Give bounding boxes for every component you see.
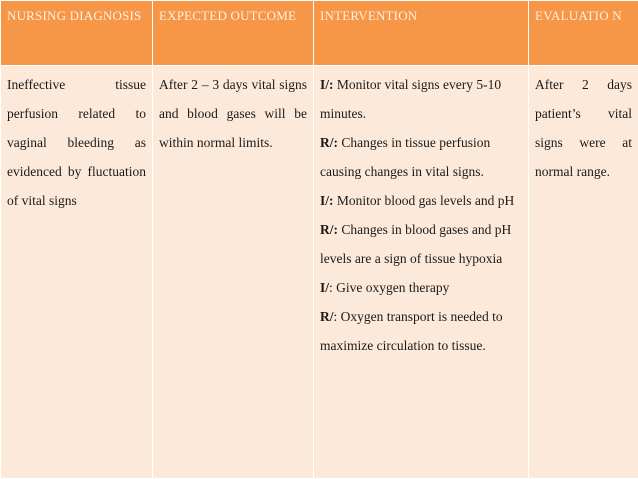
intervention-list xyxy=(314,66,528,360)
evaluation-text: After 2 days patient’s vital signs were at normal range. xyxy=(535,77,632,179)
rationale-item: R/: Changes in tissue perfusion causing changes in vital signs. xyxy=(320,135,491,179)
intervention-cell xyxy=(314,66,529,479)
header-expected-outcome: EXPECTED OUTCOME xyxy=(153,1,314,66)
header-intervention: INTERVENTION xyxy=(314,1,529,66)
header-evaluation: EVALUATIO N xyxy=(529,1,638,66)
header-nursing-diagnosis: NURSING DIAGNOSIS xyxy=(1,1,153,66)
rationale-item: R/: Changes in blood gases and pH levels are a sign of tissue hypoxia xyxy=(320,222,512,266)
intervention-item: I/: Monitor vital signs every 5-10 minutes. xyxy=(320,77,502,121)
intervention-item: I/: Give oxygen therapy xyxy=(320,280,450,295)
evaluation-cell xyxy=(529,66,638,479)
outcome-cell xyxy=(153,66,314,479)
header-row xyxy=(1,1,638,66)
diagnosis-text: Ineffective tissue perfusion related to vaginal bleeding as evidenced by fluctuation of vital signs xyxy=(7,77,146,208)
intervention-item: I/: Monitor blood gas levels and pH xyxy=(320,193,515,208)
outcome-text: After 2 – 3 days vital signs and blood gases will be within normal limits. xyxy=(159,77,307,150)
diagnosis-cell xyxy=(1,66,153,479)
table-row xyxy=(1,66,638,479)
rationale-item: R/: Oxygen transport is needed to maximize circulation to tissue. xyxy=(320,309,503,353)
